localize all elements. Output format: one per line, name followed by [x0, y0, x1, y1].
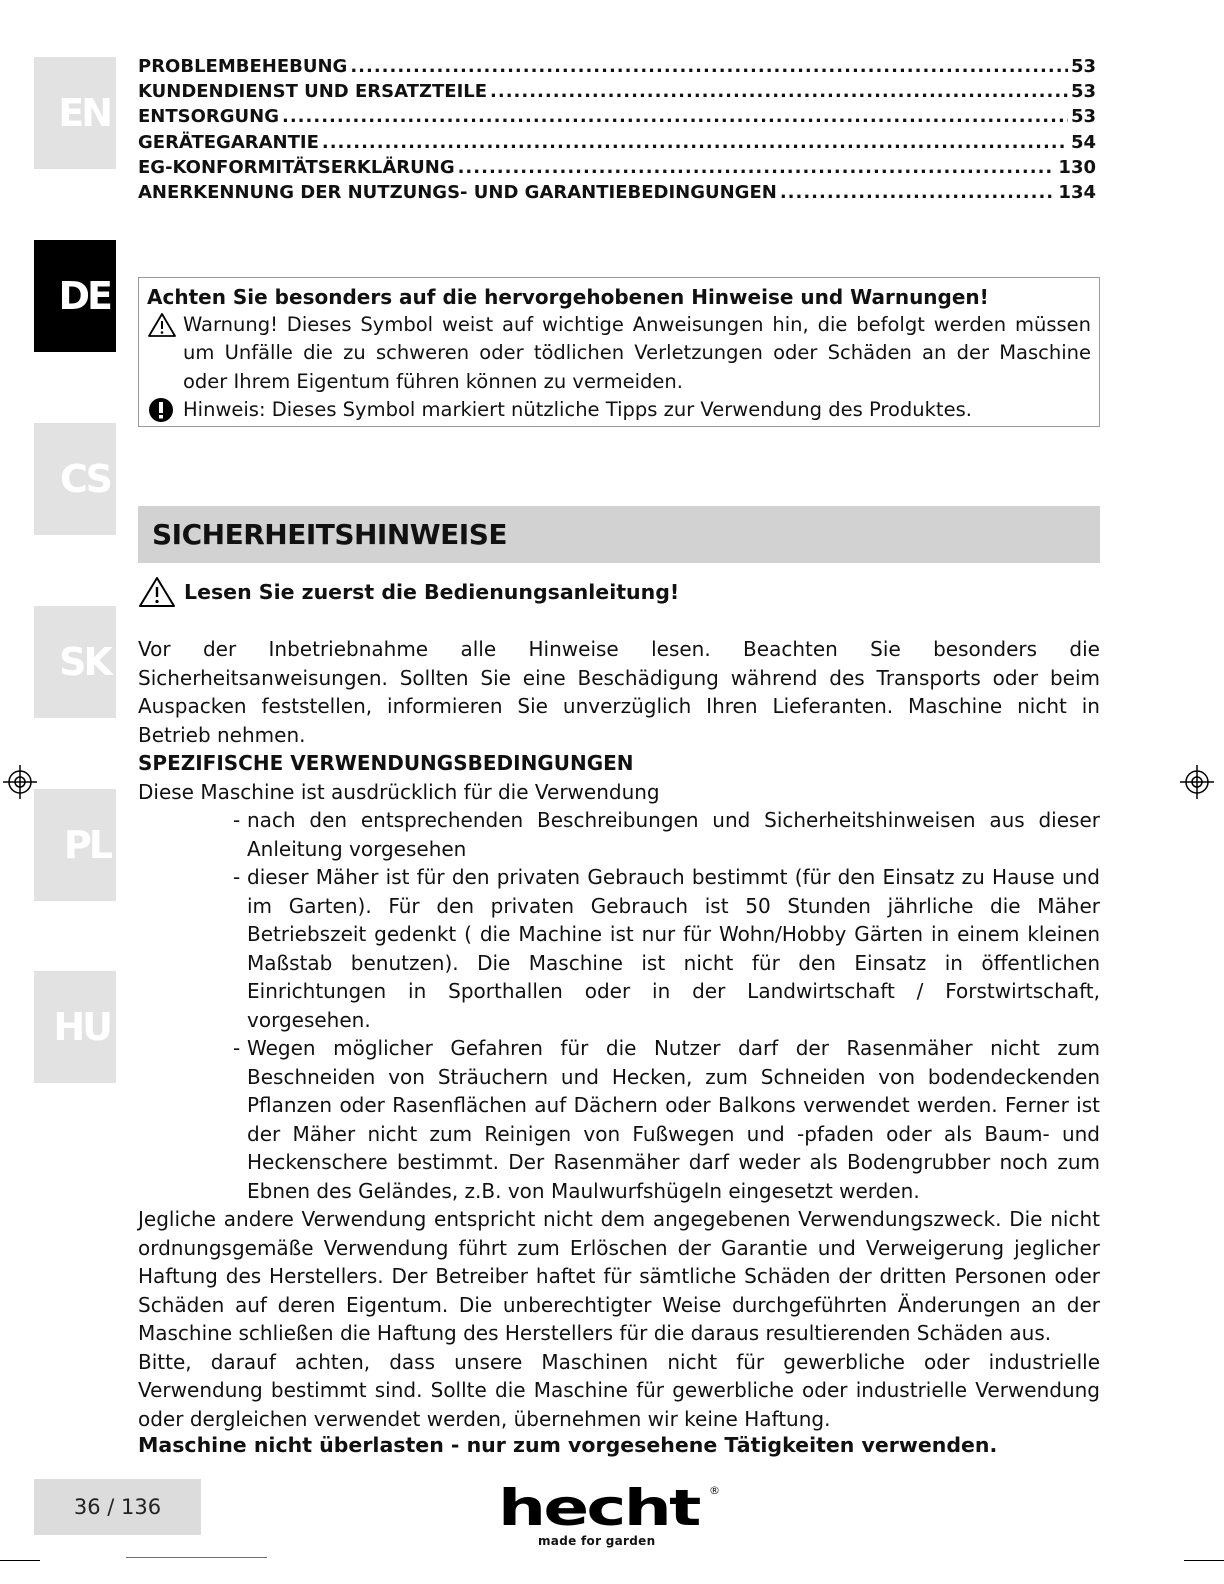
info-hint-icon [147, 396, 175, 424]
warning-triangle-icon [138, 576, 176, 608]
toc-title: PROBLEMBEHEBUNG [138, 56, 348, 77]
usage-list [233, 806, 1100, 1205]
list-item-text: nach den entsprechenden Beschreibungen und Sicherheitshinweisen aus dieser Anleitung vorgesehen [247, 808, 1100, 861]
warning-text-line: um Unfälle die zu schweren oder tödlichen Verletzungen oder Schäden an der Maschine [183, 341, 1091, 365]
toc-title: GERÄTEGARANTIE [138, 131, 319, 153]
read-first-text: Lesen Sie zuerst die Bedienungsanleitung! [184, 580, 680, 604]
toc-page: 53 [1070, 56, 1096, 77]
warning-triangle-icon [147, 312, 177, 338]
other-use-paragraph: Jegliche andere Verwendung entspricht nicht dem angegebenen Verwendungszweck. Die nicht ordnungsgemäße Verwendung führt zum Erlöschen der Garantie und Verweigerung jeglicher Haftung des Herstellers. Der Betreiber haftet für sämtliche Schäden der dritten Personen oder Schäden auf deren Eigentum. Die unberechtigter Weise durchgeführten Änderungen an der Maschine schließen die Haftung des Herstellers für die daraus resultierenden Schäden aus. [138, 1207, 1100, 1345]
toc-page: 54 [1070, 131, 1096, 153]
lang-tab-de[interactable]: DE [34, 240, 116, 352]
crop-mark-left [0, 1560, 40, 1561]
toc-row[interactable] [138, 180, 1096, 205]
toc-title: EG-KONFORMITÄTSERKLÄRUNG [138, 156, 455, 178]
toc-page: 53 [1070, 106, 1096, 128]
list-item-text: Wegen möglicher Gefahren für die Nutzer darf der Rasenmäher nicht zum Beschneiden von Sträuchern und Hecken, zum Schneiden von bodendeckenden Pflanzen oder Rasenflächen auf Dächern oder Balkons verwendet werden. Ferner ist der Mäher nicht zum Reinigen von Fußwegen und -pfaden oder als Baum- und Heckenschere bestimmt. Der Rasenmäher darf weder als Bodengrubber noch zum Ebnen des Geländes, z.B. von Maulwurfshügeln eingesetzt werden. [247, 1036, 1100, 1203]
warning-text-line: Warnung! Dieses Symbol weist auf wichtige Anweisungen hin, die befolgt werden müssen [183, 313, 1091, 336]
footer-link-underline [126, 1557, 267, 1558]
toc-title: ENTSORGUNG [138, 106, 279, 128]
toc-row[interactable] [138, 130, 1096, 155]
registration-mark-left-icon [3, 765, 37, 799]
list-item-text: dieser Mäher ist für den privaten Gebrauch bestimmt (für den Einsatz zu Hause und im Garten). Für den privaten Gebrauch ist 50 Stunden jährliche die Mäher Betriebszeit gedenkt ( die Machine ist nur für Wohn/Hobby Gärten in einem kleinen Maßstab benutzen). Die Maschine ist nicht für den Einsatz in öffentlichen Einrichtungen in Sporthallen oder in der Landwirtschaft / Forstwirtschaft, vorgesehen. [247, 865, 1100, 1032]
toc-page: 53 [1070, 81, 1096, 103]
registered-mark: ® [709, 1484, 720, 1497]
logo-tagline: made for garden [538, 1534, 656, 1548]
list-item: - nach den entsprechenden Beschreibungen und Sicherheitshinweisen aus dieser Anleitung vorgesehen [233, 806, 1100, 863]
lang-tab-pl[interactable]: PL [34, 789, 116, 901]
toc-title: ANERKENNUNG DER NUTZUNGS- UND GARANTIEBEDINGUNGEN [138, 181, 777, 203]
lang-tab-sk[interactable]: SK [34, 606, 116, 718]
toc-title: KUNDENDIENST UND ERSATZTEILE [138, 81, 488, 103]
hint-text: Hinweis: Dieses Symbol markiert nützliche Tipps zur Verwendung des Produktes. [183, 397, 972, 421]
intro-paragraph: Vor der Inbetriebnahme alle Hinweise lesen. Beachten Sie besonders die Sicherheitsanweisungen. Sollten Sie eine Beschädigung während des Transports oder beim Auspacken feststellen, informieren Sie unverzüglich Ihren Lieferanten. Maschine nicht in Betrieb nehmen. [138, 637, 1100, 747]
usage-intro: Diese Maschine ist ausdrücklich für die Verwendung [138, 779, 660, 804]
read-first-line [138, 576, 679, 608]
notice-title: Achten Sie besonders auf die hervorgehobenen Hinweise und Warnungen! [147, 285, 989, 309]
toc-row[interactable] [138, 54, 1096, 79]
notice-box [138, 277, 1100, 427]
table-of-contents [138, 54, 1096, 205]
toc-row[interactable] [138, 155, 1096, 180]
toc-page: 130 [1058, 156, 1096, 178]
toc-row[interactable] [138, 79, 1096, 104]
toc-row[interactable] [138, 104, 1096, 129]
warning-text-line: oder Ihrem Eigentum führen können zu vermeiden. [183, 369, 683, 393]
list-item: - dieser Mäher ist für den privaten Gebrauch bestimmt (für den Einsatz zu Hause und im Garten). Für den privaten Gebrauch ist 50 Stunden jährliche die Mäher Betriebszeit gedenkt ( die Machine ist nur für Wohn/Hobby Gärten in einem kleinen Maßstab benutzen). Die Maschine ist nicht für den Einsatz in öffentlichen Einrichtungen in Sporthallen oder in der Landwirtschaft / Forstwirtschaft, vorgesehen. [233, 863, 1100, 1034]
section-title: SICHERHEITSHINWEISE [138, 506, 1100, 563]
logo-wordmark: hecht [498, 1479, 699, 1537]
crop-mark-right [1184, 1560, 1224, 1561]
overload-warning: Maschine nicht überlasten - nur zum vorgesehene Tätigkeiten verwenden. [138, 1433, 998, 1457]
lang-tab-cs[interactable]: CS [34, 423, 116, 535]
list-item: - Wegen möglicher Gefahren für die Nutzer darf der Rasenmäher nicht zum Beschneiden von Sträuchern und Hecken, zum Schneiden von bodendeckenden Pflanzen oder Rasenflächen auf Dächern oder Balkons verwendet werden. Ferner ist der Mäher nicht zum Reinigen von Fußwegen und -pfaden oder als Baum- und Heckenschere bestimmt. Der Rasenmäher darf weder als Bodengrubber noch zum Ebnen des Geländes, z.B. von Maulwurfshügeln eingesetzt werden. [233, 1034, 1100, 1205]
registration-mark-right-icon [1180, 765, 1214, 799]
page-number: 36 / 136 [34, 1479, 201, 1535]
lang-tab-hu[interactable]: HU [34, 971, 116, 1083]
lang-tab-en[interactable]: EN [34, 57, 116, 169]
usage-heading: SPEZIFISCHE VERWENDUNGSBEDINGUNGEN [138, 751, 634, 775]
toc-page: 134 [1058, 181, 1096, 203]
hecht-logo [498, 1479, 720, 1552]
commercial-use-paragraph: Bitte, darauf achten, dass unsere Maschinen nicht für gewerbliche oder industrielle Verwendung bestimmt sind. Sollte die Maschine für gewerbliche oder industrielle Verwendung oder dergleichen verwendet werden, übernehmen wir keine Haftung. [138, 1349, 1100, 1431]
